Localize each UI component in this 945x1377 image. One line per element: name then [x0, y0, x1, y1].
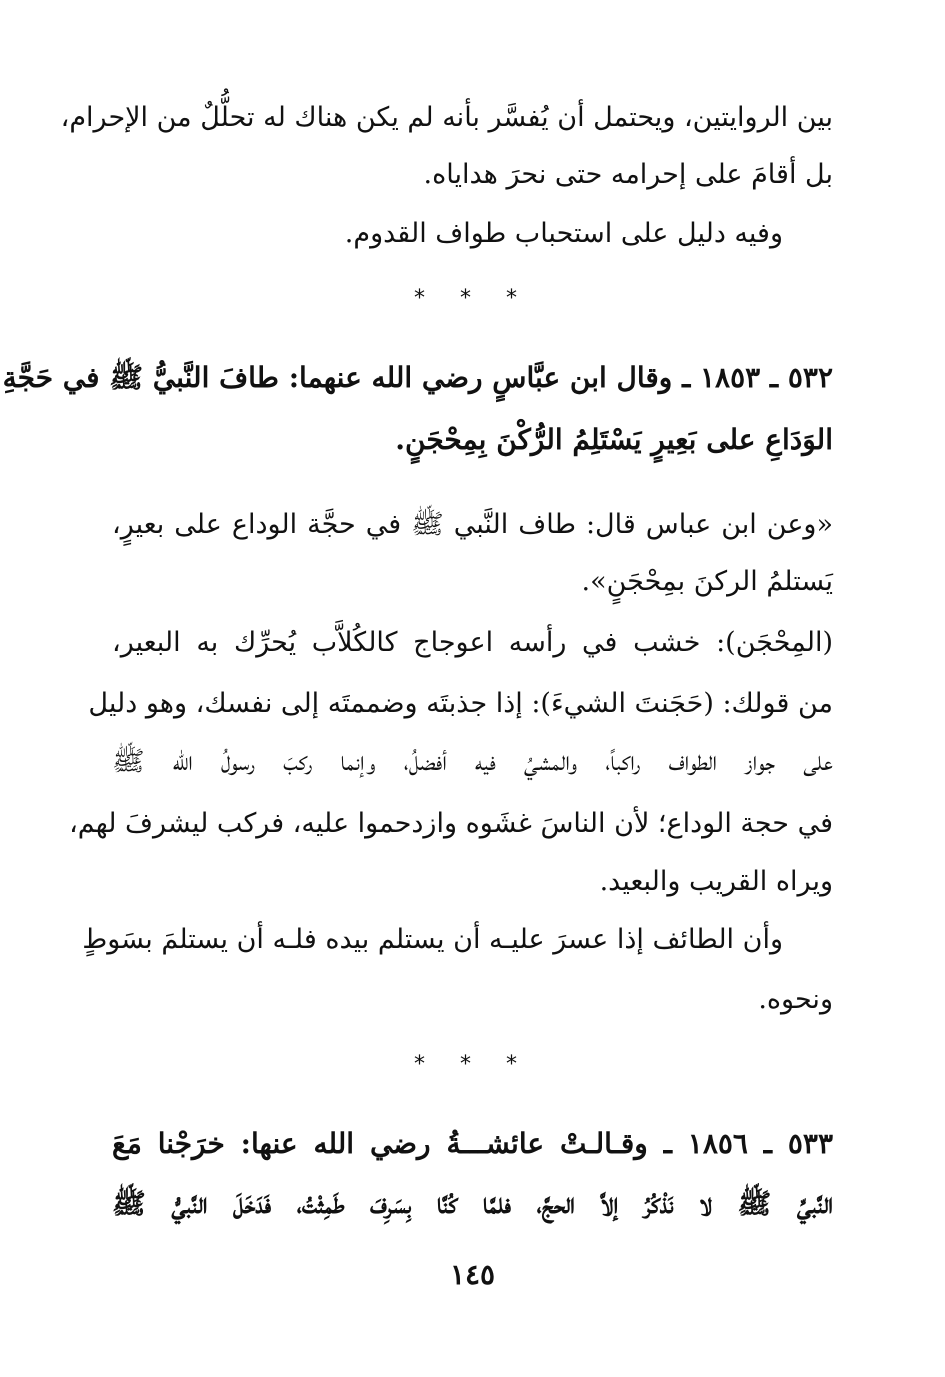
final-line: ونحوه.: [758, 984, 833, 1015]
hadith-532-line: الوَدَاعِ على بَعِيرٍ يَسْتَلِمُ الرُّكْنَ بِمِحْجَنٍ.: [395, 423, 833, 456]
explanation-line: في حجة الوداع؛ لأن الناسَ غشَوه وازدحموا عليه، فركب ليشرفَ لهم،: [69, 808, 833, 839]
final-line: وأن الطائف إذا عسرَ عليـه أن يستلم بيده فلـه أن يستلمَ بسَوطٍ: [82, 924, 783, 955]
hadith-533-line: النَّبيِّ ﷺ لا نَذْكُرُ إلاَّ الحجَّ، فلمَّا كُنَّا بِسَرِفَ طَمِثْتُ، فَدَخَلَ النَّبيُّ ﷺ: [112, 1187, 833, 1220]
explanation-line: من قولك: (حَجَنتَ الشيءَ): إذا جذبتَه وضممتَه إلى نفسك، وهو دليل: [88, 688, 833, 719]
explanation-line: (المِحْجَن): خشب في رأسه اعوجاج كالكُلاَّب يُحرِّك به البعير،: [112, 627, 833, 658]
paragraph-line: بين الروايتين، ويحتمل أن يُفسَّر بأنه لم يكن هناك له تحلُّلٌ من الإحرام،: [60, 102, 833, 133]
note-line: وفيه دليل على استحباب طواف القدوم.: [344, 218, 783, 249]
commentary-quote-line: «وعن ابن عباس قال: طاف النَّبي ﷺ في حجَّة الوداع على بعيرٍ،: [112, 509, 833, 540]
commentary-quote-line: يَستلمُ الركنَ بمِحْجَنٍ».: [581, 566, 833, 597]
hadith-533-line: ٥٣٣ ـ ١٨٥٦ ـ وقـالـتْ عائشـــةُ رضي الله عنها: خرَجْنا مَعَ: [112, 1127, 834, 1160]
hadith-532-line: ٥٣٢ ـ ١٨٥٣ ـ وقال ابن عبَّاسٍ رضي الله عنهما: طافَ النَّبيُّ ﷺ في حَجَّةِ: [2, 361, 833, 394]
explanation-line: على جواز الطواف راكباً، والمشيُ فيه أفضلُ، وإنما ركبَ رسولُ الله ﷺ: [112, 746, 833, 777]
section-divider: * * *: [414, 1052, 531, 1077]
section-divider: * * *: [414, 286, 531, 311]
paragraph-line: بل أقامَ على إحرامه حتى نحرَ هداياه.: [423, 159, 833, 190]
page-number: ١٤٥: [449, 1258, 496, 1291]
explanation-line: ويراه القريب والبعيد.: [599, 866, 833, 897]
